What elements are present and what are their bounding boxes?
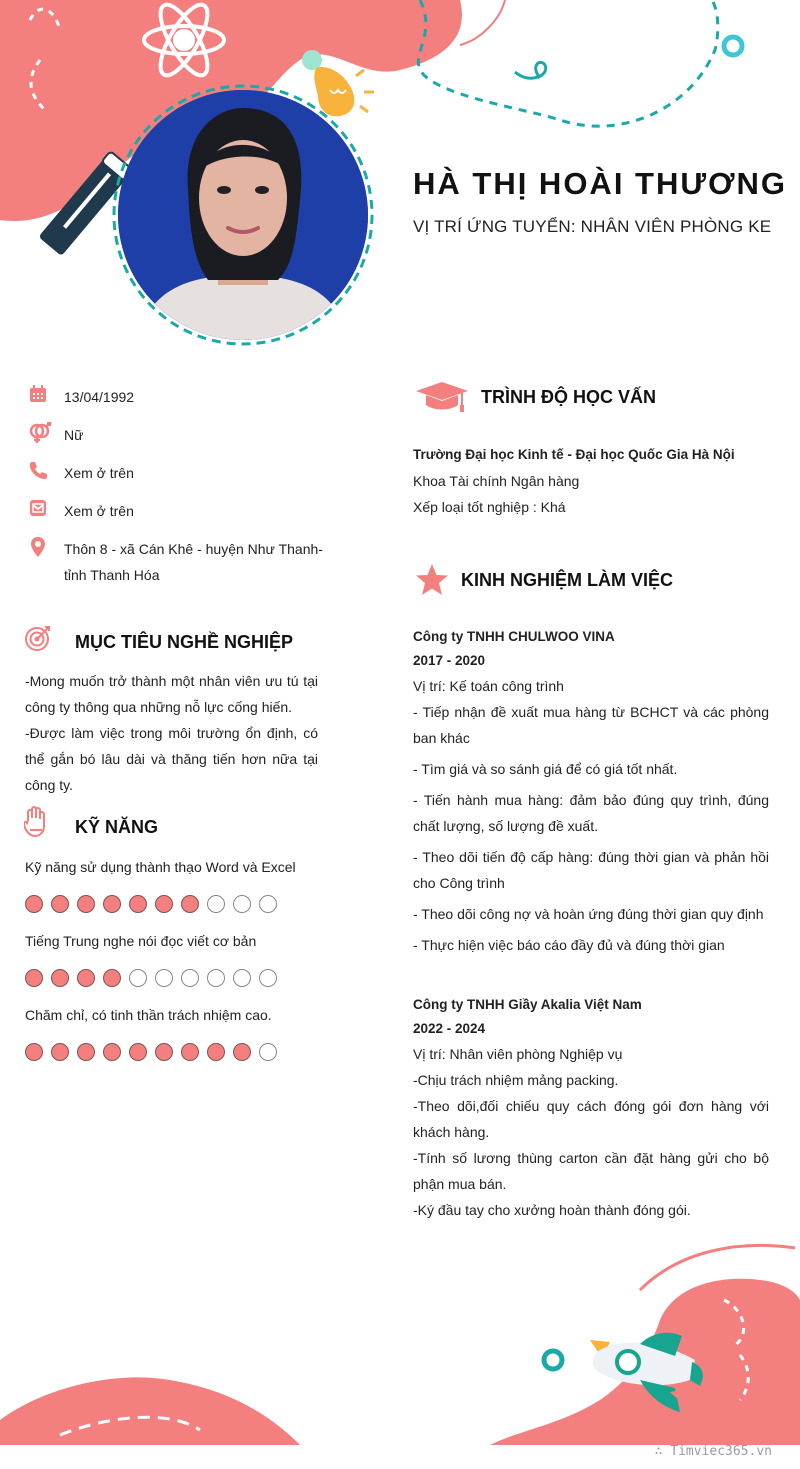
location-icon	[28, 536, 48, 558]
email-icon	[28, 498, 48, 518]
rating-dot-empty	[233, 895, 251, 913]
rating-dot-filled	[129, 895, 147, 913]
rating-dot-filled	[103, 895, 121, 913]
job-1-role: Vị trí: Kế toán công trình	[413, 678, 564, 694]
atom-icon	[138, 2, 230, 82]
job-1-duty-5: - Theo dõi công nợ và hoàn ứng đúng thời gian quy định	[413, 906, 764, 922]
contact-email	[28, 498, 328, 526]
watermark: ∴ Timviec365.vn	[654, 1444, 772, 1459]
job-2-role: Vị trí: Nhân viên phòng Nghiệp vụ	[413, 1046, 623, 1062]
hand-icon	[24, 806, 48, 838]
rating-dot-filled	[181, 895, 199, 913]
skill-label-1: Kỹ năng sử dụng thành thạo Word và Excel	[25, 859, 296, 875]
job-1-duty-3: - Tiến hành mua hàng: đảm bảo đúng quy trình, đúng chất lượng, số lượng đề xuất.	[413, 792, 769, 834]
rating-dot-empty	[259, 895, 277, 913]
star-icon	[414, 562, 450, 598]
email-text: Xem ở trên	[64, 503, 134, 519]
contact-gender	[28, 422, 328, 452]
rating-dot-filled	[77, 969, 95, 987]
job-2	[413, 993, 769, 1223]
job-2-duty-4: -Ký đầu tay cho xưởng hoàn thành đóng gói.	[413, 1202, 691, 1218]
rating-dot-empty	[259, 1043, 277, 1061]
objective-text	[25, 668, 318, 798]
education-block	[413, 442, 773, 520]
job-2-duty-1: -Chịu trách nhiệm mảng packing.	[413, 1072, 619, 1088]
job-1-duty-4: - Theo dõi tiến độ cấp hàng: đúng thời gian và phản hồi cho Công trình	[413, 849, 769, 891]
experience-title: KINH NGHIỆM LÀM VIỆC	[461, 570, 674, 590]
rating-dot-empty	[259, 969, 277, 987]
job-2-duty-3: -Tính số lương thùng carton cần đặt hàng gửi cho bộ phận mua bán.	[413, 1150, 769, 1192]
rocket-icon	[580, 1330, 720, 1430]
job-1	[413, 625, 769, 963]
job-1-duty-1: - Tiếp nhận đề xuất mua hàng từ BCHCT và các phòng ban khác	[413, 704, 769, 746]
rating-dot-filled	[181, 1043, 199, 1061]
education-school: Trường Đại học Kinh tế - Đại học Quốc Gia Hà Nội	[413, 447, 735, 462]
skill-rating-2	[25, 969, 277, 987]
job-1-years: 2017 - 2020	[413, 653, 486, 668]
rating-dot-filled	[155, 1043, 173, 1061]
skills-title: KỸ NĂNG	[75, 817, 159, 837]
skill-rating-1	[25, 895, 277, 913]
rating-dot-empty	[207, 895, 225, 913]
job-1-duty-6: - Thực hiện việc báo cáo đầy đủ và đúng thời gian	[413, 937, 725, 953]
rating-dot-filled	[25, 1043, 43, 1061]
rating-dot-filled	[207, 1043, 225, 1061]
rating-dot-filled	[103, 1043, 121, 1061]
job-2-duty-2: -Theo dõi,đối chiếu quy cách đóng gói đơn hàng với khách hàng.	[413, 1098, 769, 1140]
rating-dot-filled	[77, 1043, 95, 1061]
rating-dot-empty	[181, 969, 199, 987]
rating-dot-filled	[103, 969, 121, 987]
objective-paragraph-1: -Mong muốn trở thành một nhân viên ưu tú tại công ty thông qua những nỗ lực cống hiến.	[25, 673, 318, 715]
rating-dot-empty	[207, 969, 225, 987]
profile-photo-frame	[110, 82, 376, 348]
graduation-cap-icon	[414, 380, 470, 414]
calendar-icon	[28, 384, 48, 404]
rating-dot-empty	[129, 969, 147, 987]
phone-icon	[28, 460, 48, 480]
rating-dot-filled	[25, 969, 43, 987]
contact-address	[28, 536, 328, 588]
rating-dot-filled	[155, 895, 173, 913]
applied-position: VỊ TRÍ ỨNG TUYỂN: NHÂN VIÊN PHÒNG KE	[413, 217, 772, 236]
avatar	[118, 90, 368, 340]
job-1-duty-2: - Tìm giá và so sánh giá để có giá tốt nhất.	[413, 761, 678, 777]
contact-birthday	[28, 384, 328, 412]
contact-phone	[28, 460, 328, 488]
rating-dot-filled	[77, 895, 95, 913]
job-1-company: Công ty TNHH CHULWOO VINA	[413, 629, 615, 644]
objective-paragraph-2: -Được làm việc trong môi trường ổn định, có thể gắn bó lâu dài và thăng tiến hơn nữa tại công ty.	[25, 725, 318, 793]
target-icon	[24, 624, 52, 652]
job-2-years: 2022 - 2024	[413, 1021, 486, 1036]
rating-dot-empty	[233, 969, 251, 987]
rating-dot-filled	[51, 1043, 69, 1061]
rating-dot-filled	[233, 1043, 251, 1061]
job-2-company: Công ty TNHH Giầy Akalia Việt Nam	[413, 997, 642, 1012]
candidate-name: HÀ THỊ HOÀI THƯƠNG	[413, 166, 788, 201]
rating-dot-filled	[129, 1043, 147, 1061]
rating-dot-filled	[25, 895, 43, 913]
skill-rating-3	[25, 1043, 277, 1061]
phone-text: Xem ở trên	[64, 465, 134, 481]
rating-dot-filled	[51, 895, 69, 913]
address-text: Thôn 8 - xã Cán Khê - huyện Như Thanh- tỉnh Thanh Hóa	[64, 541, 323, 583]
education-faculty: Khoa Tài chính Ngân hàng	[413, 473, 580, 489]
skill-label-2: Tiếng Trung nghe nói đọc viết cơ bản	[25, 933, 257, 949]
rating-dot-filled	[51, 969, 69, 987]
birthday-text: 13/04/1992	[64, 389, 135, 405]
education-grade: Xếp loại tốt nghiệp : Khá	[413, 499, 566, 515]
objective-title: MỤC TIÊU NGHỀ NGHIỆP	[75, 632, 294, 652]
skill-label-3: Chăm chỉ, có tinh thần trách nhiệm cao.	[25, 1007, 272, 1023]
gender-text: Nữ	[64, 427, 84, 443]
gender-icon	[28, 422, 52, 444]
rating-dot-empty	[155, 969, 173, 987]
education-title: TRÌNH ĐỘ HỌC VẤN	[481, 387, 656, 407]
